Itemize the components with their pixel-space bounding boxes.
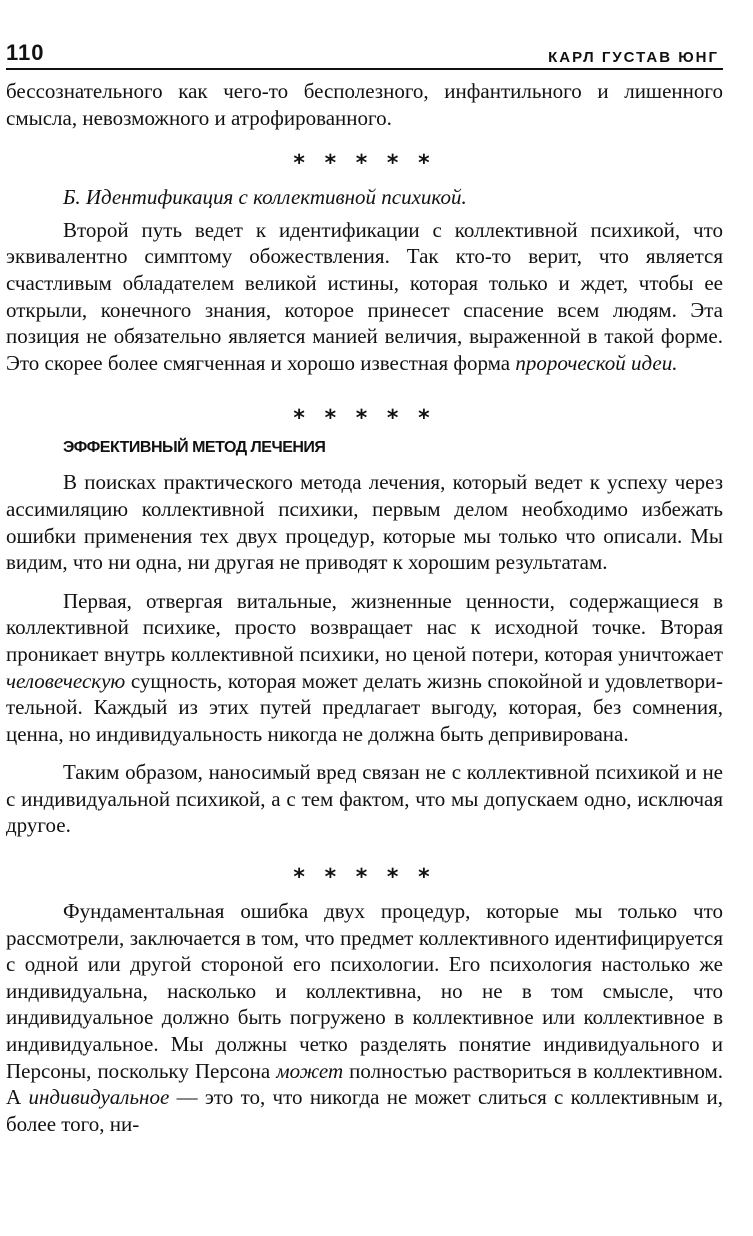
paragraph-fundamental-emphasis-2: индивидуальное	[28, 1085, 170, 1110]
paragraph-fundamental-emphasis-1: может	[276, 1058, 344, 1083]
section-separator-3: * * * * *	[293, 865, 436, 891]
paragraph-fundamental-text-a: Фундаментальная ошибка двух процедур, которые мы только что рассмотрели, заключается в том, что предмет коллективного идентифицируется с одной или другой стороной его психологии. Его психология настолько же индивидуальна, насколько и коллективна, но не в том смысле, что индивидуальное должно быть погружено в коллективное или коллективное в индивидуальное. Мы должны четко разделять понятие индивидуального и Персоны, поскольку Персона	[6, 899, 723, 1083]
paragraph-search: В поисках практического метода лечения, который ведет к успеху через ассимиляцию коллективной психики, первым делом необходимо избежать ошибки применения тех двух процедур, которые мы только что описали. Мы видим, что ни одна, ни другая не приводят к хорошим результатам.	[6, 470, 723, 575]
paragraph-first-text-a: Первая, отвергая витальные, жизненные ценности, содержащиеся в коллективной психике, просто возвращает нас к исходной точке. Вторая проникает внутрь коллективной психики, но ценой потери, которая уничтожает	[6, 588, 723, 666]
page-number: 110	[6, 40, 45, 65]
section-heading-effective-method: ЭФФЕКТИВНЫЙ МЕТОД ЛЕЧЕНИЯ	[63, 439, 326, 457]
running-header	[6, 40, 723, 70]
paragraph-second-way-text: Второй путь ведет к идентификации с коллективной психикой, что эквивалентно симптому обожествления. Так кто-то верит, что является счастливым обладателем великой истины, которая только и ждет, чтобы ее открыли, конечного знания, которое принесет спасение всем людям. Эта позиция не обязательно является манией величия, выраженной в такой форме. Это скорее более смягченная и хорошо известная форма	[6, 217, 723, 375]
paragraph-thus: Таким образом, наносимый вред связан не с коллективной психикой и не с индивидуальной психикой, а с тем фактом, что мы допускаем одно, исключая другое.	[6, 760, 723, 838]
paragraph-intro: бессознательного как чего-то бесполезного, инфантильного и лишенного смысла, невозможного и атрофированного.	[6, 79, 723, 130]
paragraph-first-emphasis: человеческую	[6, 668, 126, 693]
paragraph-fundamental	[6, 898, 723, 1137]
section-separator-2: * * * * *	[293, 406, 436, 432]
paragraph-second-way-emphasis: пророческой идеи.	[515, 350, 678, 375]
paragraph-first-text-b: сущность, которая может делать жизнь спокойной и удовлетворительной. Каждый из этих путей предлагает выгоду, которая, без сомнения, ценна, но индивидуальность никогда не должна быть депривирована.	[6, 668, 723, 746]
subsection-title-b: Б. Идентификация с коллективной психикой.	[63, 185, 467, 210]
paragraph-first-second	[6, 588, 723, 748]
paragraph-second-way	[6, 217, 723, 377]
paragraph-fundamental-text-b: полностью раствориться в коллективном. А	[6, 1058, 723, 1110]
running-header-author: КАРЛ ГУСТАВ ЮНГ	[548, 49, 719, 66]
paragraph-fundamental-text-c: — это то, что никогда не может слиться с коллективным и, более того, ни-	[6, 1085, 723, 1136]
section-separator-1: * * * * *	[293, 151, 436, 177]
